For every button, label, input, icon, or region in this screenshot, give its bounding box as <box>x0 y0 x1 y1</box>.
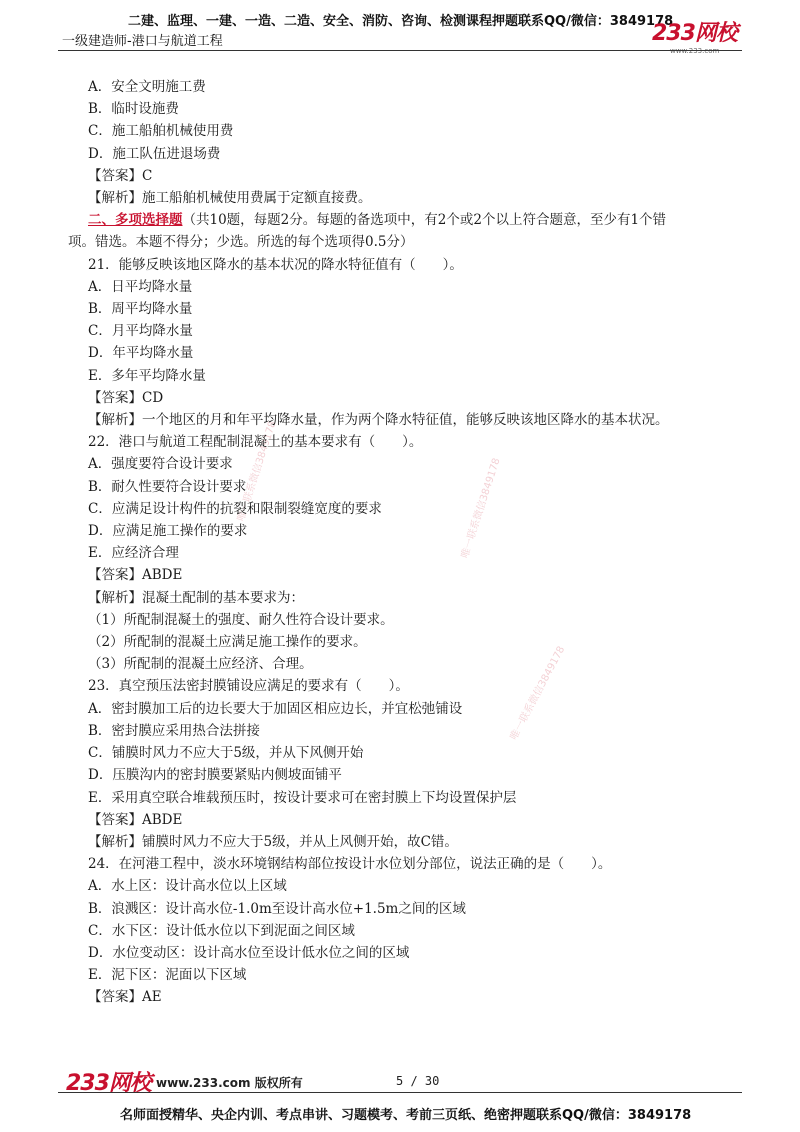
brand-logo-text: 233网校 <box>652 21 737 46</box>
section-description: （共10题，每题2分。每题的备选项中，有2个或2个以上符合题意，至少有1个错 <box>182 212 667 229</box>
answer-line: 【答案】C <box>88 167 153 184</box>
analysis-item: （2）所配制的混凝土应满足施工操作的要求。 <box>88 634 367 651</box>
analysis-line: 【解析】铺膜时风力不应大于5级，并从上风侧开始，故C错。 <box>88 833 458 850</box>
option-line: D．施工队伍进退场费 <box>88 145 221 162</box>
option-line: A．安全文明施工费 <box>88 79 206 95</box>
page-number: 5 / 30 <box>396 1074 440 1088</box>
option-line: B．浪溅区：设计高水位-1.0m至设计高水位+1.5m之间的区域 <box>88 900 466 917</box>
option-line: C．应满足设计构件的抗裂和限制裂缝宽度的要求 <box>88 500 382 517</box>
option-line: A．强度要符合设计要求 <box>88 456 233 473</box>
question-line: 22．港口与航道工程配制混凝土的基本要求有（ ）。 <box>88 434 423 451</box>
header-subtitle: 一级建造师-港口与航道工程 <box>62 34 223 49</box>
option-line: A．密封膜加工后的边长要大于加固区相应边长，并宜松弛铺设 <box>88 700 463 717</box>
option-line: C．月平均降水量 <box>88 323 193 340</box>
option-line: E．泥下区：泥面以下区域 <box>88 967 247 984</box>
question-line: 21．能够反映该地区降水的基本状况的降水特征值有（ ）。 <box>88 256 463 273</box>
brand-logo-url: www.233.com <box>670 47 720 55</box>
option-line: C．施工船舶机械使用费 <box>88 123 234 140</box>
question-line: 24．在河港工程中，淡水环境钢结构部位按设计水位划分部位，说法正确的是（ ）。 <box>88 856 612 873</box>
option-line: B．耐久性要符合设计要求 <box>88 478 247 495</box>
option-line: C．水下区：设计低水位以下到泥面之间区域 <box>88 922 355 939</box>
header-promo: 二建、监理、一建、一造、二造、安全、消防、咨询、检测课程押题联系QQ/微信：3849178 <box>128 14 674 29</box>
footer-site: www.233.com 版权所有 <box>156 1076 303 1090</box>
answer-line: 【答案】AE <box>88 989 162 1006</box>
section-header <box>68 209 738 231</box>
option-line: B．临时设施费 <box>88 101 179 118</box>
section-description-cont: 项。错选。本题不得分；少选。所选的每个选项得0.5分） <box>68 234 414 251</box>
analysis-item: （1）所配制混凝土的强度、耐久性符合设计要求。 <box>88 611 394 628</box>
footer-logo: 233网校 <box>66 1071 151 1096</box>
option-line: C．铺膜时风力不应大于5级，并从下风侧开始 <box>88 745 364 762</box>
watermark: 唯一联系微信3849178 <box>459 456 503 560</box>
option-line: A．日平均降水量 <box>88 278 193 295</box>
analysis-line: 【解析】施工船舶机械使用费属于定额直接费。 <box>88 190 372 207</box>
answer-line: 【答案】ABDE <box>88 811 183 828</box>
footer-promo: 名师面授精华、央企内训、考点串讲、习题模考、考前三页纸、绝密押题联系QQ/微信：3849178 <box>120 1108 692 1123</box>
option-line: D．应满足施工操作的要求 <box>88 523 248 540</box>
analysis-line: 【解析】一个地区的月和年平均降水量，作为两个降水特征值，能够反映该地区降水的基本状况。 <box>88 412 669 429</box>
header-rule <box>58 50 742 51</box>
analysis-item: （3）所配制的混凝土应经济、合理。 <box>88 656 313 673</box>
option-line: D．压膜沟内的密封膜要紧贴内侧坡面铺平 <box>88 767 342 784</box>
watermark: 唯一联系微信3849178 <box>235 419 279 523</box>
analysis-line: 【解析】混凝土配制的基本要求为： <box>88 589 304 606</box>
watermark: 唯一联系微信3849178 <box>508 644 568 743</box>
option-line: E．应经济合理 <box>88 545 179 562</box>
answer-line: 【答案】CD <box>88 389 164 406</box>
footer-rule <box>58 1092 742 1093</box>
question-line: 23．真空预压法密封膜铺设应满足的要求有（ ）。 <box>88 678 409 695</box>
answer-line: 【答案】ABDE <box>88 567 183 584</box>
option-line: D．水位变动区：设计高水位至设计低水位之间的区域 <box>88 944 410 961</box>
section-title: 二、多项选择题 <box>88 212 183 229</box>
option-line: E．采用真空联合堆载预压时，按设计要求可在密封膜上下均设置保护层 <box>88 789 517 806</box>
option-line: E．多年平均降水量 <box>88 367 206 384</box>
option-line: B．密封膜应采用热合法拼接 <box>88 722 260 739</box>
document-body <box>68 76 738 1009</box>
option-line: D．年平均降水量 <box>88 345 194 362</box>
option-line: B．周平均降水量 <box>88 301 193 318</box>
option-line: A．水上区：设计高水位以上区域 <box>88 878 287 895</box>
